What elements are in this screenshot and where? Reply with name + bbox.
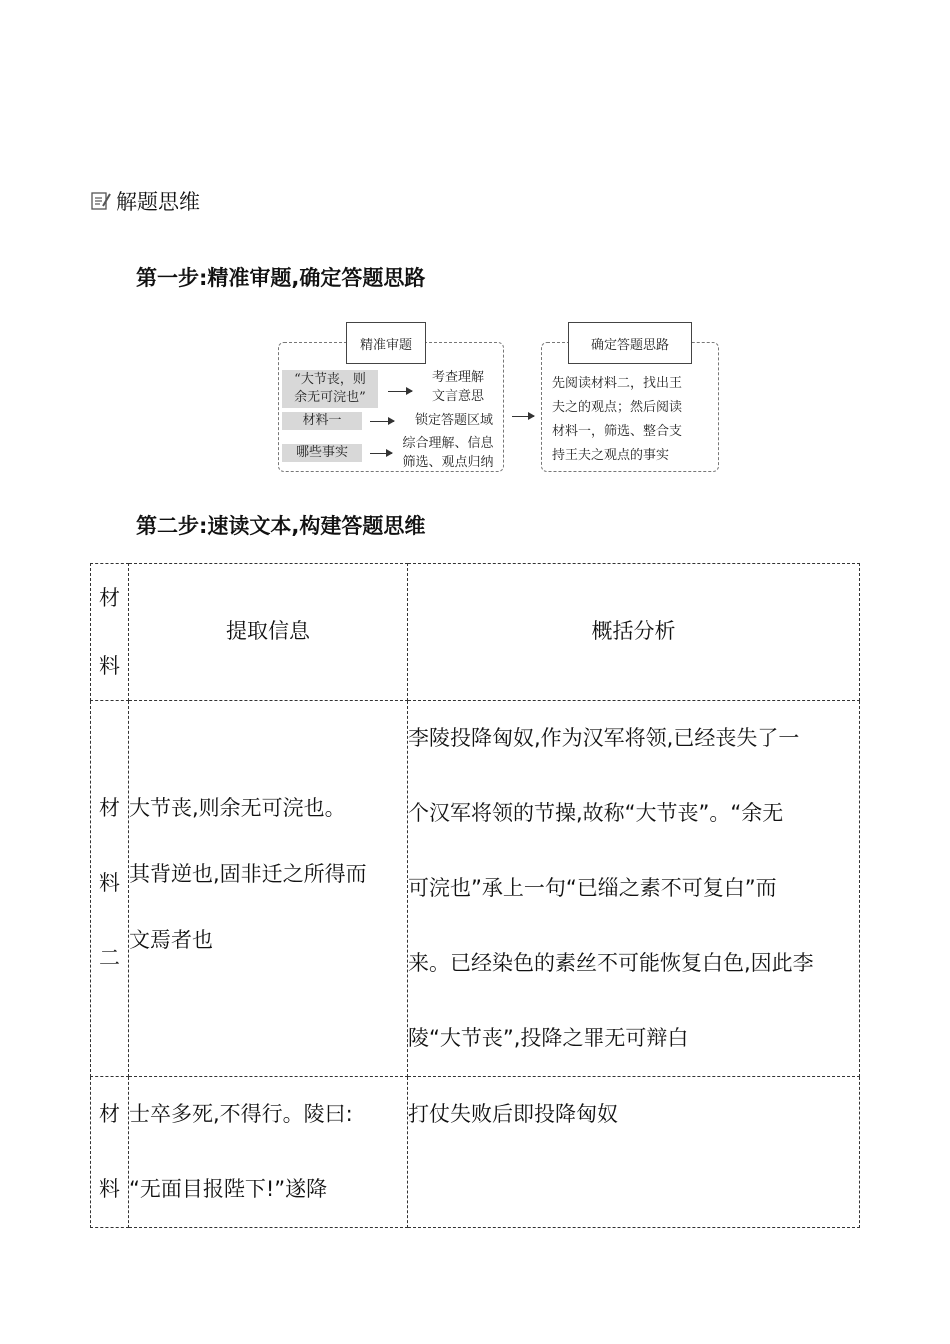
table-row <box>91 1077 860 1228</box>
row1-col1: 大节丧,则余无可浣也。 其背逆也,固非迁之所得而 文焉者也 <box>129 701 408 1077</box>
step2-heading: 第二步:速读文本,构建答题思维 <box>136 514 426 538</box>
section-heading <box>90 186 200 216</box>
header-col2: 概括分析 <box>408 564 860 701</box>
row2-col2: 打仗失败后即投降匈奴 <box>408 1077 860 1228</box>
step1-heading: 第一步:精准审题,确定答题思路 <box>136 266 426 290</box>
analysis-table <box>90 563 860 1228</box>
left-title-box: 精准审题 <box>346 322 426 364</box>
row2-col1: 士卒多死,不得行。陵曰: “无面目报陛下!”遂降 <box>129 1077 408 1228</box>
table-row <box>91 701 860 1077</box>
header-col1: 提取信息 <box>129 564 408 701</box>
label-row3: 哪些事实 <box>282 444 362 462</box>
row2-material: 材 料 <box>91 1077 129 1228</box>
edit-note-icon <box>90 190 112 212</box>
row1-col2: 李陵投降匈奴,作为汉军将领,已经丧失了一 个汉军将领的节操,故称“大节丧”。“余无 可浣也”承上一句“已缁之素不可复白”而 来。已经染色的素丝不可能恢复白色,因此李 陵“大节丧”,投降之罪无可辩白 <box>408 701 860 1077</box>
result-row1: 考查理解 文言意思 <box>431 370 484 404</box>
arrow-to-right <box>512 416 534 417</box>
table-header-row <box>91 564 860 701</box>
flow-diagram <box>270 318 730 478</box>
arrow-row2 <box>370 421 394 422</box>
label-row1: “大节丧，则 余无可浣也” <box>282 370 378 408</box>
right-title-box: 确定答题思路 <box>568 322 692 364</box>
row1-material: 材 料 二 <box>91 701 129 1077</box>
label-row2: 材料一 <box>282 412 362 430</box>
section-title-text: 解题思维 <box>116 190 200 214</box>
result-row2: 锁定答题区域 <box>414 413 493 428</box>
result-row3: 综合理解、信息 筛选、观点归纳 <box>402 436 494 470</box>
arrow-row1 <box>388 391 412 392</box>
header-material: 材 料 <box>91 564 129 701</box>
arrow-row3 <box>370 453 392 454</box>
right-content: 先阅读材料二，找出王 夫之的观点；然后阅读 材料一，筛选、整合支 持王夫之观点的事实 <box>552 376 683 463</box>
